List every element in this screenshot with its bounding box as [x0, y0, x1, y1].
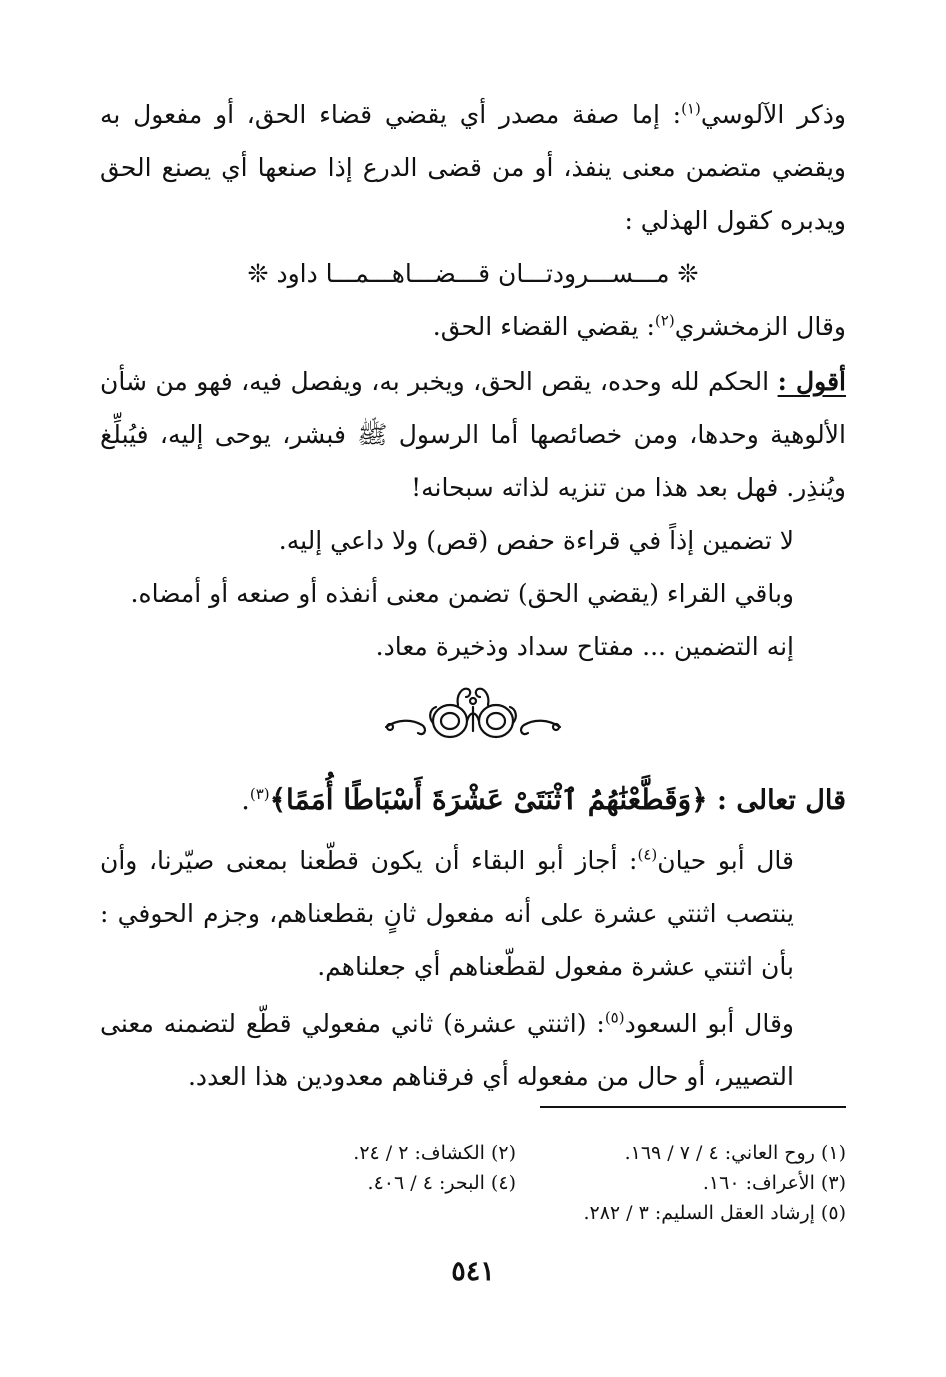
footnotes [206, 1138, 846, 1228]
footnote-2: (٢) الكشاف: ٢ / ٢٤. [353, 1142, 516, 1164]
abu-saud-intro: وقال أبو السعود [624, 1009, 794, 1038]
alusi-intro: وذكر الآلوسي [700, 100, 846, 129]
footnote-ref-3[interactable]: (٣) [249, 785, 270, 803]
paragraph-abu-saud [100, 997, 846, 1103]
footnote-3: (٣) الأعراف: ١٦٠. [702, 1172, 846, 1194]
verse-intro: قال تعالى : [707, 785, 846, 816]
paragraph-zamakhshari [100, 300, 846, 353]
footnote-4: (٤) البحر: ٤ / ٤٠٦. [367, 1172, 516, 1194]
paragraph-tadmin-key: إنه التضمين ... مفتاح سداد وذخيرة معاد. [375, 632, 794, 661]
abu-saud-text: : (اثنتي عشرة) ثاني مفعولي قطّع لتضمنه معنى التصيير، أو حال من مفعوله أي فرقناهم معدودين هذا العدد. [100, 1009, 794, 1091]
footnote-ref-2[interactable]: (٢) [654, 311, 675, 330]
paragraph-other-readers: وباقي القراء (يقضي الحق) تضمن معنى أنفذه أو صنعه أو أمضاه. [130, 579, 794, 608]
poem-line: ❊ مـــســـرودتـــان قـــضـــاهـــمـــا داود ❊ [247, 259, 699, 288]
abu-hayyan-text: : أجاز أبو البقاء أن يكون قطّعنا بمعنى صيّرنا، وأن ينتصب اثنتي عشرة على أنه مفعول ثانٍ بقطعناهم، وجزم الحوفي : بأن اثنتي عشرة مفعول لقطّعناهم أي جعلناهم. [100, 846, 794, 981]
footnote-5: (٥) إرشاد العقل السليم: ٣ / ٢٨٢. [583, 1202, 846, 1224]
zamakhshari-text: : يقضي القضاء الحق. [432, 312, 655, 341]
paragraph-no-tadmin: لا تضمين إذاً في قراءة حفص (قص) ولا داعي إليه. [278, 526, 794, 555]
zamakhshari-intro: وقال الزمخشري [674, 312, 846, 341]
aqulu-label: أقول : [777, 367, 846, 396]
aqulu-text: الحكم لله وحده، يقص الحق، ويخبر به، ويفصل فيه، فهو من شأن الألوهية وحدها، ومن خصائصها أما الرسول ﷺ فبشر، يوحى إليه، فيُبلِّغ ويُنذِر. فهل بعد هذا من تنزيه لذاته سبحانه! [100, 367, 846, 502]
footnote-row [206, 1198, 846, 1228]
verse-end: . [241, 785, 250, 816]
paragraph-aqulu [100, 355, 846, 514]
quran-verse: ﴿وَقَطَّعْنَٰهُمُ ٱثْنَتَىْ عَشْرَةَ أَسْبَاطًا أُمَمًا﴾ [269, 783, 708, 816]
alusi-text: : إما صفة مصدر أي يقضي قضاء الحق، أو مفعول به ويقضي متضمن معنى ينفذ، أو من قضى الدرع إذا صنعها أي يصنع الحق ويدبره كقول الهذلي : [100, 100, 846, 235]
floral-divider-icon [100, 681, 846, 747]
paragraph-abu-hayyan [100, 834, 846, 993]
footnote-ref-1[interactable]: (١) [681, 99, 701, 118]
footnote-1: (١) روح العاني: ٤ / ٧ / ١٦٩. [624, 1142, 846, 1164]
footnote-separator [540, 1106, 846, 1108]
footnote-row [206, 1168, 846, 1198]
paragraph-alusi [100, 88, 846, 247]
abu-hayyan-intro: قال أبو حيان [657, 846, 794, 875]
page-number: ٥٤١ [451, 1256, 495, 1287]
verse-line [100, 769, 846, 832]
footnote-row [206, 1138, 846, 1168]
footnote-ref-4[interactable]: (٤) [637, 845, 658, 864]
footnote-ref-5[interactable]: (٥) [604, 1008, 625, 1027]
